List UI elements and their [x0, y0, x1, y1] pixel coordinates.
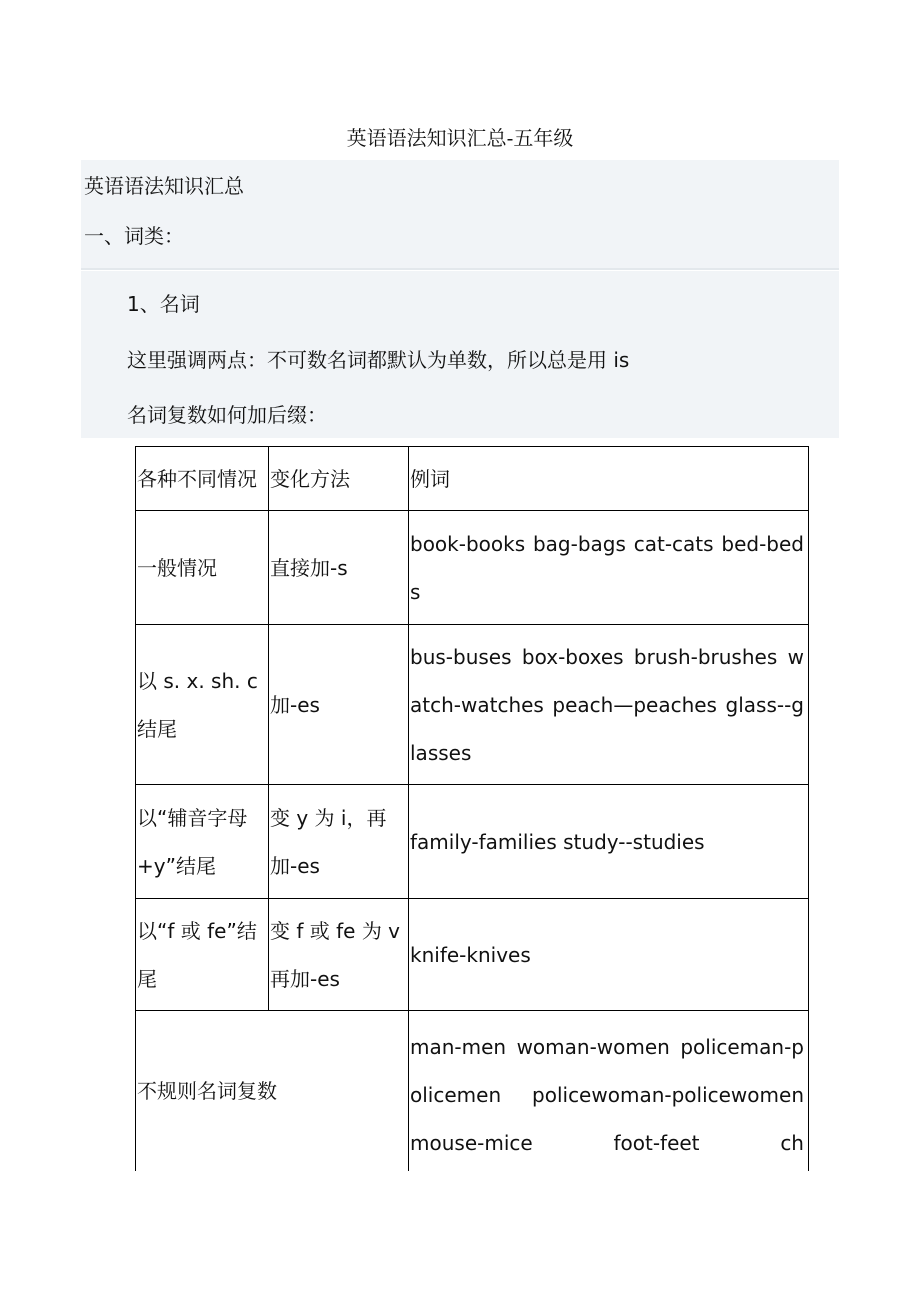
row-examples: book-books bag-bags cat-cats bed-beds — [409, 511, 809, 625]
band-divider — [81, 268, 839, 270]
row-case: 以“辅音字母+y”结尾 — [136, 785, 269, 899]
row-method: 加-es — [269, 625, 409, 785]
row-case: 一般情况 — [136, 511, 269, 625]
header-method: 变化方法 — [269, 447, 409, 511]
row-examples: man-men woman-women policeman-policemen policewoman-policewomen mouse-mice foot-feet ch — [409, 1011, 809, 1171]
subsection-heading: 1、名词 — [127, 292, 200, 316]
row-examples: knife-knives — [409, 899, 809, 1011]
plural-rules-table — [135, 446, 809, 1171]
table-row — [136, 899, 809, 1011]
table-row — [136, 511, 809, 625]
row-method: 变 y 为 i，再加-es — [269, 785, 409, 899]
row-method: 直接加-s — [269, 511, 409, 625]
header-examples: 例词 — [409, 447, 809, 511]
section-heading: 一、词类： — [84, 224, 184, 248]
row-examples: family-families study--studies — [409, 785, 809, 899]
document-title: 英语语法知识汇总-五年级 — [346, 126, 574, 150]
header-case: 各种不同情况 — [136, 447, 269, 511]
row-case: 不规则名词复数 — [136, 1011, 409, 1171]
row-examples: bus-buses box-boxes brush-brushes watch-watches peach—peaches glass--glasses — [409, 625, 809, 785]
plural-intro: 名词复数如何加后缀： — [127, 403, 327, 427]
row-case: 以“f 或 fe”结尾 — [136, 899, 269, 1011]
table-header-row — [136, 447, 809, 511]
main-heading: 英语语法知识汇总 — [84, 174, 244, 198]
row-method: 变 f 或 fe 为 v 再加-es — [269, 899, 409, 1011]
table-row — [136, 785, 809, 899]
table-row — [136, 1011, 809, 1171]
row-case: 以 s. x. sh. c 结尾 — [136, 625, 269, 785]
note-paragraph: 这里强调两点：不可数名词都默认为单数，所以总是用 is — [127, 348, 630, 372]
table-row — [136, 625, 809, 785]
